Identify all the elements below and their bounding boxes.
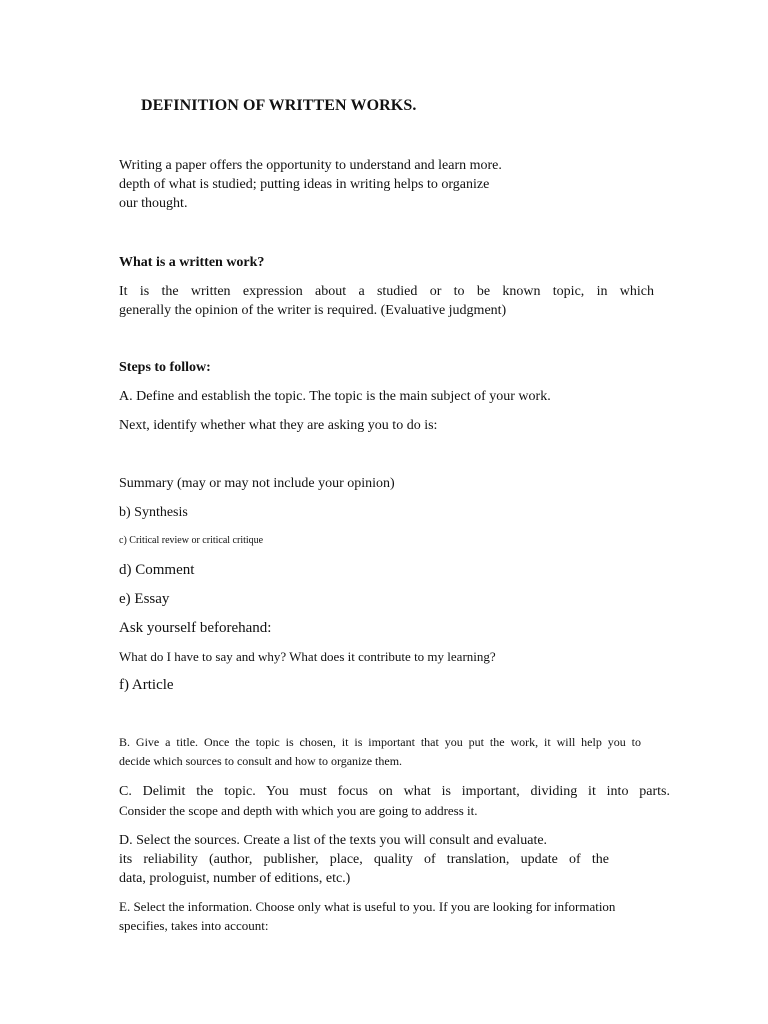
step-d-paragraph (119, 831, 609, 888)
step-c-paragraph (119, 782, 670, 820)
step-c-line: C. Delimit the topic. You must focus on what is important, dividing it into parts. (119, 784, 670, 799)
what-is-line: generally the opinion of the writer is required. (Evaluative judgment) (119, 303, 507, 318)
critical-review-item: c) Critical review or critical critique (119, 535, 264, 546)
intro-line: our thought. (119, 196, 188, 211)
ask-beforehand-text: Ask yourself beforehand: (119, 620, 272, 636)
intro-line: depth of what is studied; putting ideas in writing helps to organize (119, 177, 490, 192)
intro-paragraph (119, 156, 563, 213)
next-identify-text: Next, identify whether what they are asking you to do is: (119, 418, 438, 433)
step-c-line: Consider the scope and depth with which you are going to address it. (119, 803, 478, 818)
question-text: What do I have to say and why? What does it contribute to my learning? (119, 649, 496, 664)
document-title: DEFINITION OF WRITTEN WORKS. (141, 97, 417, 114)
what-is-heading: What is a written work? (119, 255, 265, 270)
synthesis-item: b) Synthesis (119, 505, 188, 520)
essay-item: e) Essay (119, 591, 170, 607)
step-d-line: its reliability (author, publisher, place, quality of translation, update of the (119, 852, 609, 867)
steps-heading: Steps to follow: (119, 360, 211, 375)
what-is-line: It is the written expression about a studied or to be known topic, in which (119, 284, 654, 299)
step-d-line: data, prologuist, number of editions, etc.) (119, 871, 351, 886)
step-b-line: decide which sources to consult and how to organize them. (119, 754, 403, 768)
comment-item: d) Comment (119, 562, 195, 578)
step-b-paragraph (119, 733, 641, 771)
what-is-paragraph (119, 282, 654, 320)
step-d-line: D. Select the sources. Create a list of the texts you will consult and evaluate. (119, 833, 548, 848)
step-b-line: B. Give a title. Once the topic is chosen, it is important that you put the work, it will help you to (119, 735, 641, 749)
article-item: f) Article (119, 677, 174, 693)
step-e-line: E. Select the information. Choose only what is useful to you. If you are looking for information (119, 899, 616, 914)
step-e-line: specifies, takes into account: (119, 918, 269, 933)
step-a-text: A. Define and establish the topic. The topic is the main subject of your work. (119, 389, 551, 404)
summary-item: Summary (may or may not include your opinion) (119, 476, 395, 491)
intro-line: Writing a paper offers the opportunity to understand and learn more. (119, 158, 502, 173)
step-e-paragraph (119, 897, 669, 935)
